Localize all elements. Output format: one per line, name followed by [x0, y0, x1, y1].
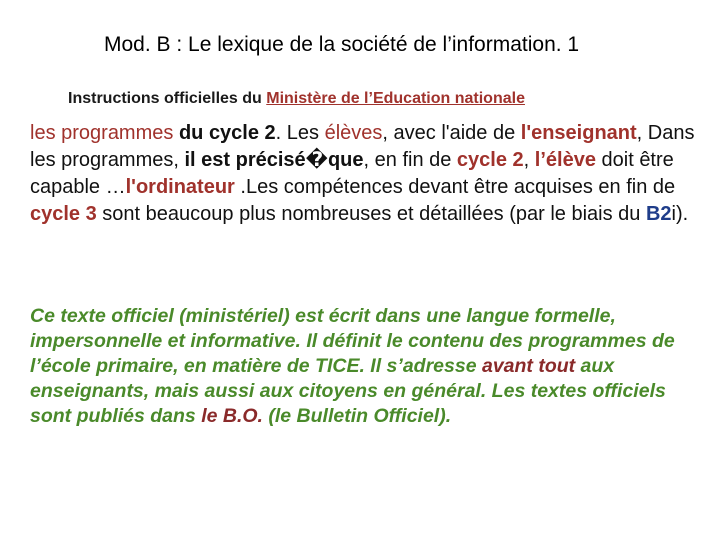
- p1-seg-1: les programmes: [30, 122, 174, 144]
- p1-seg-17: cycle 3: [30, 203, 97, 225]
- programmes-paragraph: [30, 120, 710, 228]
- ministry-link[interactable]: Ministère de l’Education nationale: [266, 90, 525, 107]
- subtitle: [68, 90, 525, 108]
- p1-seg-6: l'enseignant: [520, 122, 637, 144]
- p1-seg-5: , avec l'aide de: [382, 122, 521, 144]
- slide-title: Mod. B : Le lexique de la société de l’information. 1: [104, 33, 580, 56]
- p1-seg-2: du cycle 2: [173, 122, 276, 144]
- p1-seg-12: ,: [523, 149, 535, 171]
- p1-seg-19: B2: [645, 203, 672, 225]
- p2-seg-3: aux enseignants, mais aussi aux citoyens en général. Les textes officiels sont publiés dans: [30, 355, 666, 427]
- p1-seg-14: doit être capable …: [30, 149, 674, 198]
- p1-seg-13: l’élève: [534, 149, 596, 171]
- p1-seg-4: élèves: [324, 122, 383, 144]
- p1-seg-16: .Les compétences devant être acquises en fin de: [234, 176, 676, 198]
- p2-seg-1: Ce texte officiel (ministériel) est écrit dans une langue formelle, impersonnelle et informative. Il définit le contenu des programmes de l’école primaire, en matière de TICE. Il s’adresse: [30, 305, 675, 377]
- p1-seg-20: i).: [671, 203, 689, 225]
- commentary-paragraph: [30, 304, 710, 429]
- p1-seg-3: . Les: [275, 122, 325, 144]
- p2-seg-2: avant tout: [481, 355, 576, 377]
- p1-seg-15: l'ordinateur: [125, 176, 235, 198]
- p1-seg-10: fin de: [402, 149, 457, 171]
- p1-seg-11: cycle 2: [456, 149, 524, 171]
- p1-seg-9: , en: [363, 149, 403, 171]
- p1-seg-18: sont beaucoup plus nombreuses et détaillées (par le biais du: [96, 203, 646, 225]
- p2-seg-4: le B.O.: [201, 405, 263, 427]
- p1-seg-7: , Dans les programmes,: [30, 122, 695, 171]
- p2-seg-5: (le Bulletin Officiel).: [262, 405, 452, 427]
- subtitle-prefix: Instructions officielles du: [68, 90, 267, 107]
- p1-seg-8: il est précisé�que: [184, 149, 364, 171]
